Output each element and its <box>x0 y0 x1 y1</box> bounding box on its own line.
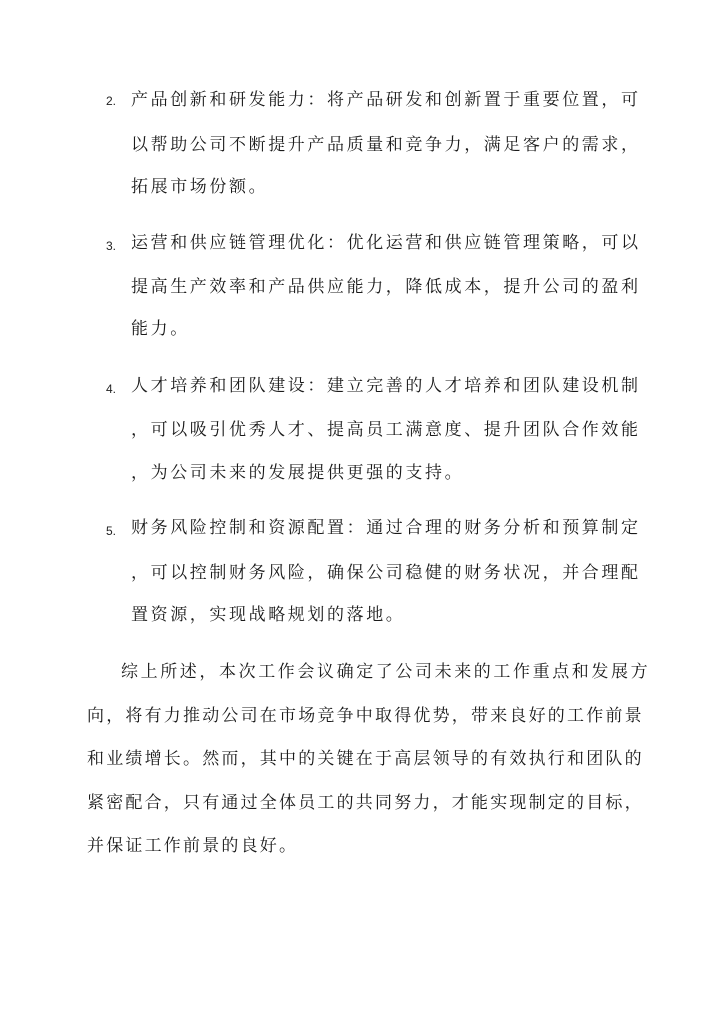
list-item-line: 产品创新和研发能力：将产品研发和创新置于重要位置，可 <box>131 90 641 110</box>
list-item-line: 以帮助公司不断提升产品质量和竞争力，满足客户的需求， <box>131 135 641 155</box>
paragraph-line: 并保证工作前景的良好。 <box>87 836 299 856</box>
paragraph-line: 综上所述，本次工作会议确定了公司未来的工作重点和发展方 <box>121 662 651 682</box>
list-item-line: 财务风险控制和资源配置：通过合理的财务分析和预算制定 <box>131 518 641 538</box>
list-item-number: 2. <box>106 94 117 108</box>
list-item-line: 人才培养和团队建设：建立完善的人才培养和团队建设机制 <box>131 376 641 396</box>
paragraph-line: 向，将有力推动公司在市场竞争中取得优势，带来良好的工作前景 <box>87 706 644 726</box>
paragraph-line: 紧密配合，只有通过全体员工的共同努力，才能实现制定的目标， <box>87 793 644 813</box>
list-item-number: 4. <box>106 382 117 396</box>
list-item-line: 置资源，实现战略规划的落地。 <box>131 605 406 625</box>
list-item-line: 能力。 <box>131 319 190 339</box>
paragraph-line: 和业绩增长。然而，其中的关键在于高层领导的有效执行和团队的 <box>87 749 644 769</box>
list-item-line: ，为公司未来的发展提供更强的支持。 <box>131 463 465 483</box>
list-item-line: ，可以控制财务风险，确保公司稳健的财务状况，并合理配 <box>131 563 641 583</box>
list-item-number: 5. <box>106 524 117 538</box>
list-item-number: 3. <box>106 239 117 253</box>
list-item-line: ，可以吸引优秀人才、提高员工满意度、提升团队合作效能 <box>131 420 641 440</box>
list-item-line: 运营和供应链管理优化：优化运营和供应链管理策略，可以 <box>131 233 641 253</box>
list-item-line: 提高生产效率和产品供应能力，降低成本，提升公司的盈利 <box>131 277 641 297</box>
list-item-line: 拓展市场份额。 <box>131 177 269 197</box>
